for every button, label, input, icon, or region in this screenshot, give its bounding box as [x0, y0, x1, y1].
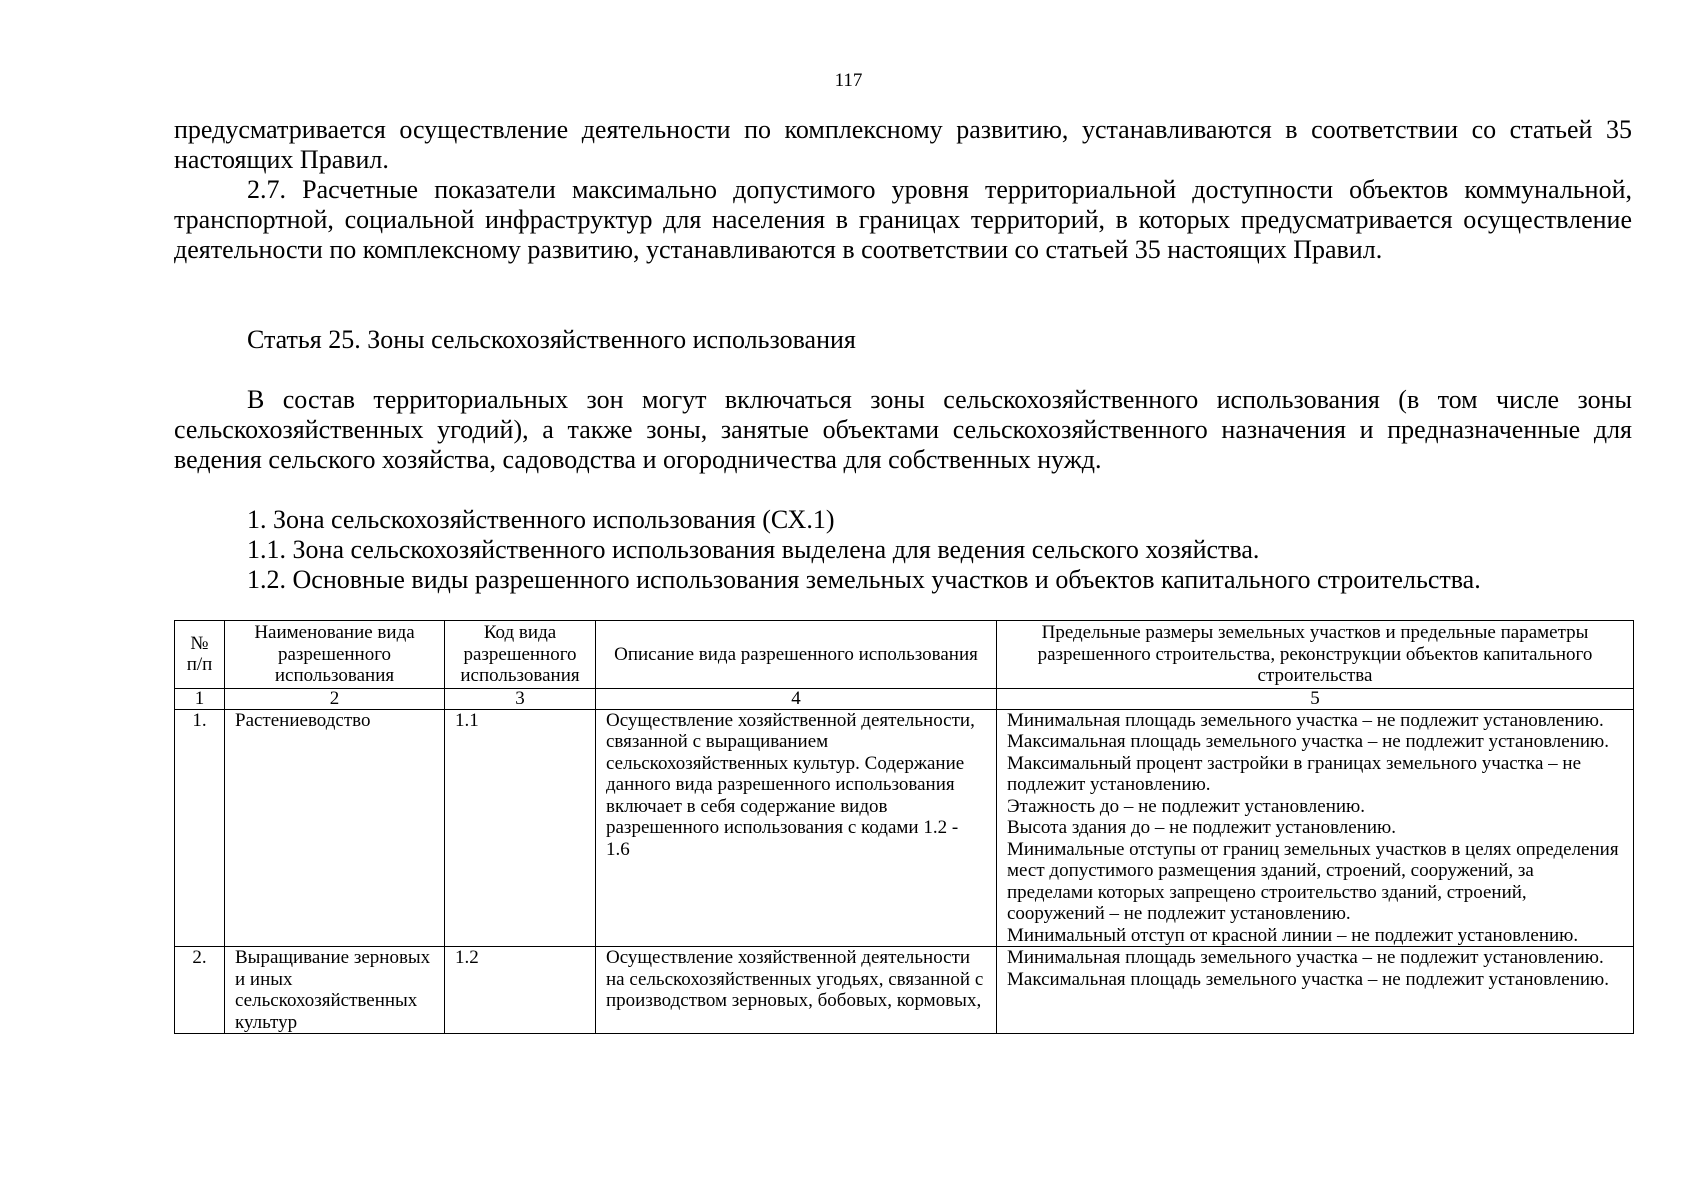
column-number: 5: [997, 688, 1634, 709]
intro-paragraph: 2.7. Расчетные показатели максимально допустимого уровня территориальной доступности объектов коммунальной, транспортной, социальной инфраструктур для населения в границах территорий, в которых предусматривается осуществление деятельности по комплексному развитию, устанавливаются в соответствии со статьей 35 настоящих Правил.: [174, 175, 1632, 264]
row-code: 1.1: [445, 709, 596, 947]
limit-line: Минимальная площадь земельного участка – не подлежит установлению.: [1007, 709, 1604, 731]
table-header-row: [175, 621, 1634, 689]
column-number: 2: [225, 688, 445, 709]
column-number: 3: [445, 688, 596, 709]
page-number: 117: [834, 70, 863, 91]
table-row: [175, 947, 1634, 1034]
limit-line: Высота здания до – не подлежит установлению.: [1007, 817, 1396, 838]
header-limits: Предельные размеры земельных участков и предельные параметры разрешенного строительства, реконструкции объектов капитального строительства: [997, 621, 1634, 689]
zone-uses-heading: 1.2. Основные виды разрешенного использования земельных участков и объектов капитального строительства.: [247, 565, 1481, 594]
article-paragraph: В состав территориальных зон могут включаться зоны сельскохозяйственного использования (в том числе зоны сельскохозяйственных угодий), а также зоны, занятые объектами сельскохозяйственного назначения и предназначенные для ведения сельского хозяйства, садоводства и огородничества для собственных нужд.: [174, 385, 1632, 474]
intro-section: [174, 115, 1632, 265]
column-number: 4: [596, 688, 997, 709]
intro-paragraph: предусматривается осуществление деятельности по комплексному развитию, устанавливаются в соответствии со статьей 35 настоящих Правил.: [174, 115, 1632, 174]
row-num: 1.: [175, 709, 225, 947]
row-name: Растениеводство: [225, 709, 445, 947]
header-name: Наименование вида разрешенного использования: [225, 621, 445, 689]
table-row: [175, 709, 1634, 947]
limit-line: Максимальная площадь земельного участка – не подлежит установлению.: [1007, 968, 1609, 990]
row-name: Выращивание зерновых и иных сельскохозяйственных культур: [225, 947, 445, 1034]
limit-line: Минимальные отступы от границ земельных участков в целях определения мест допустимого размещения зданий, строений, сооружений, за пределами которых запрещено строительство зданий, строений, сооружений – не подлежит установлению.: [1007, 838, 1619, 924]
article-title: Статья 25. Зоны сельскохозяйственного использования: [247, 325, 856, 354]
limit-line: Максимальный процент застройки в границах земельного участка – не подлежит установлению.: [1007, 752, 1582, 795]
limit-line: Минимальный отступ от красной линии – не подлежит установлению.: [1007, 924, 1579, 946]
permitted-use-table: [174, 620, 1634, 1034]
row-num: 2.: [175, 947, 225, 1034]
row-limits: [997, 947, 1634, 1034]
row-description: Осуществление хозяйственной деятельности, связанной с выращиванием сельскохозяйственных культур. Содержание данного вида разрешенного использования включает в себя содержание видов разрешенного использования с кодами 1.2 - 1.6: [596, 709, 997, 947]
zone-heading: 1. Зона сельскохозяйственного использования (СХ.1): [247, 505, 835, 534]
header-num: № п/п: [175, 621, 225, 689]
article-section: [174, 325, 1632, 595]
limit-line: Максимальная площадь земельного участка – не подлежит установлению.: [1007, 731, 1609, 752]
header-description: Описание вида разрешенного использования: [596, 621, 997, 689]
limit-line: Минимальная площадь земельного участка – не подлежит установлению.: [1007, 947, 1604, 968]
header-code: Код вида разрешенного использования: [445, 621, 596, 689]
row-code: 1.2: [445, 947, 596, 1034]
limit-line: Этажность до – не подлежит установлению.: [1007, 795, 1365, 817]
zone-description: 1.1. Зона сельскохозяйственного использования выделена для ведения сельского хозяйства.: [247, 535, 1260, 564]
row-description: Осуществление хозяйственной деятельности на сельскохозяйственных угодьях, связанной с производством зерновых, бобовых, кормовых,: [596, 947, 997, 1034]
row-limits: [997, 709, 1634, 947]
column-number-row: [175, 688, 1634, 709]
column-number: 1: [175, 688, 225, 709]
